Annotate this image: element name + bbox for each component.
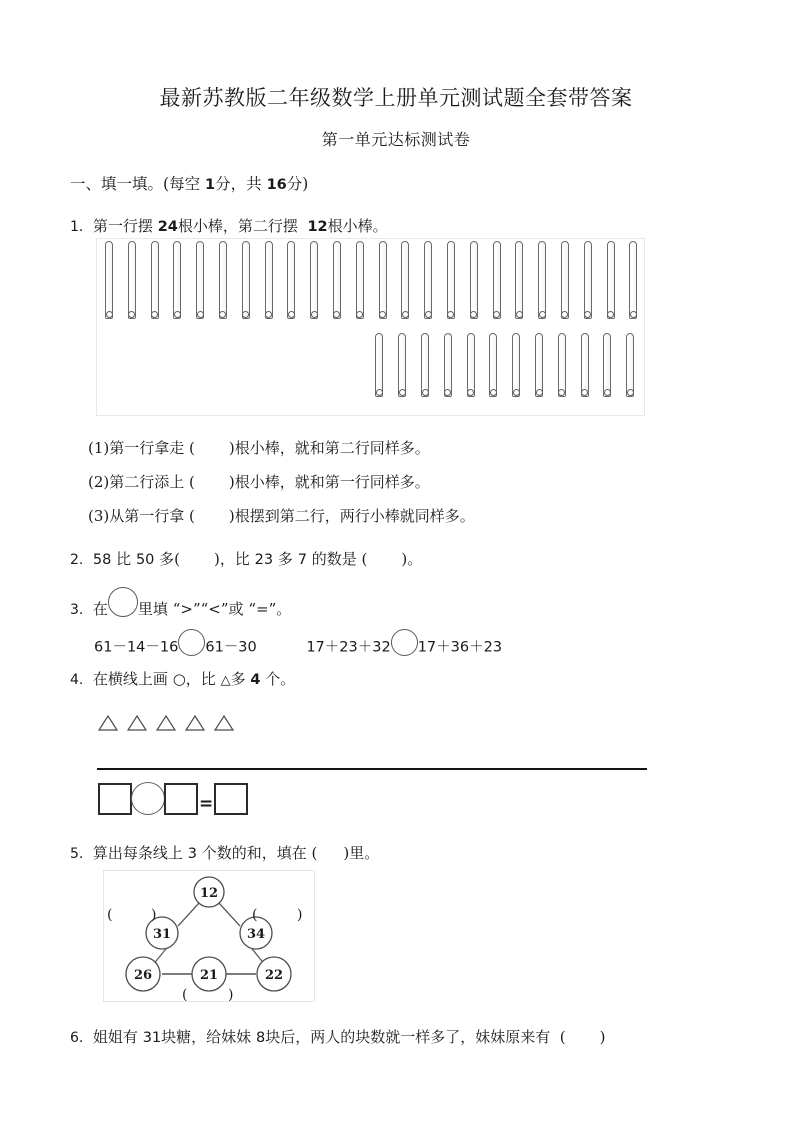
q3-expr1-left: 61－14－16 bbox=[94, 639, 179, 656]
section-scoring-prefix: (每空 bbox=[163, 175, 201, 193]
stick-foot bbox=[539, 311, 546, 318]
question-3-number: 3. bbox=[70, 602, 84, 618]
stick-body bbox=[629, 241, 637, 319]
answer-circle-2[interactable] bbox=[391, 629, 418, 656]
q6-count-b: 8 bbox=[255, 1030, 266, 1046]
stick-foot bbox=[627, 389, 634, 396]
stick-body bbox=[584, 241, 592, 319]
stick-body bbox=[173, 241, 181, 319]
stick-body bbox=[421, 333, 429, 397]
q3-period: 。 bbox=[276, 600, 292, 618]
stick-foot bbox=[516, 311, 523, 318]
q2-part2-tail: 的数是 ( bbox=[311, 550, 368, 568]
sticks-row-first bbox=[99, 241, 646, 326]
stick-body bbox=[196, 241, 204, 319]
q3-expr2-left: 17＋23＋32 bbox=[306, 639, 391, 656]
stick-item bbox=[213, 241, 236, 326]
question-1-sub-3 bbox=[88, 506, 475, 526]
q1-count-b: 12 bbox=[307, 219, 328, 235]
paren-bottom-close: ) bbox=[228, 987, 234, 1001]
fill-circle-icon[interactable] bbox=[108, 587, 138, 617]
stick-item bbox=[327, 241, 350, 326]
stick-body bbox=[265, 241, 273, 319]
q3-symbol-gt: “>” bbox=[172, 600, 201, 618]
q1-text-c: 根小棒。 bbox=[327, 217, 388, 235]
question-1-stem bbox=[70, 216, 388, 237]
q2-part1-a: 58 bbox=[92, 552, 112, 568]
stick-foot bbox=[422, 389, 429, 396]
stick-body bbox=[424, 241, 432, 319]
equals-sign: = bbox=[199, 794, 214, 814]
stick-item bbox=[438, 333, 461, 401]
stick-item bbox=[167, 241, 190, 326]
q1-sub-3-tail: )根摆到第二行，两行小棒就同样多。 bbox=[228, 507, 475, 525]
stick-item bbox=[415, 333, 438, 401]
stick-body bbox=[447, 241, 455, 319]
stick-item bbox=[395, 241, 418, 326]
paren-right-close: ) bbox=[297, 907, 303, 923]
q6-text-a: 姐姐有 bbox=[92, 1028, 138, 1046]
q3-expr1-right: 61－30 bbox=[205, 639, 257, 656]
q3-or-word: 或 bbox=[228, 600, 244, 618]
q6-paren-close: ) bbox=[599, 1028, 606, 1046]
q1-sub-1-label: (1)第一行拿走 ( bbox=[88, 439, 195, 457]
stick-foot bbox=[513, 389, 520, 396]
stick-body bbox=[375, 333, 383, 397]
paren-left-close: ) bbox=[151, 907, 157, 923]
stick-body bbox=[467, 333, 475, 397]
document-subtitle: 第一单元达标测试卷 bbox=[321, 130, 471, 149]
question-4-answer-shapes bbox=[98, 782, 248, 815]
paren-right-open: ( bbox=[252, 907, 258, 923]
question-1-sub-2 bbox=[88, 472, 430, 492]
node-right-mid-value: 34 bbox=[246, 927, 266, 942]
q2-part1-close: )，比 bbox=[214, 550, 250, 568]
stick-foot bbox=[490, 389, 497, 396]
q2-part2-word: 多 bbox=[277, 550, 293, 568]
question-2 bbox=[70, 549, 422, 570]
stick-item bbox=[461, 333, 484, 401]
q3-symbol-eq: “=” bbox=[248, 600, 277, 618]
sticks-diagram bbox=[96, 238, 645, 416]
answer-box-2[interactable] bbox=[164, 783, 198, 815]
q5-text-b: 个数的和，填在 ( bbox=[201, 844, 318, 862]
stick-foot bbox=[376, 389, 383, 396]
answer-circle-1[interactable] bbox=[178, 629, 205, 656]
stick-body bbox=[219, 241, 227, 319]
q4-text-b: ，比 bbox=[185, 670, 216, 688]
q4-text-d: 个。 bbox=[265, 670, 296, 688]
stick-foot bbox=[197, 311, 204, 318]
number-triangle-svg bbox=[104, 871, 314, 1001]
stick-body bbox=[333, 241, 341, 319]
q4-count: 4 bbox=[250, 672, 261, 688]
node-bottom-mid-value: 21 bbox=[199, 968, 219, 983]
stick-item bbox=[350, 241, 373, 326]
document-title: 最新苏教版二年级数学上册单元测试题全套带答案 bbox=[159, 86, 633, 110]
stick-item bbox=[601, 241, 624, 326]
stick-item bbox=[483, 333, 506, 401]
triangle-icon bbox=[214, 714, 236, 732]
stick-item bbox=[304, 241, 327, 326]
edge-top-right bbox=[218, 902, 240, 926]
stick-body bbox=[105, 241, 113, 319]
stick-foot bbox=[425, 311, 432, 318]
stick-foot bbox=[288, 311, 295, 318]
answer-box-1[interactable] bbox=[98, 783, 132, 815]
stick-foot bbox=[630, 311, 637, 318]
question-5-number: 5. bbox=[70, 846, 84, 862]
stick-item bbox=[552, 333, 575, 401]
q3-lead: 在 bbox=[92, 600, 108, 618]
stick-item bbox=[441, 241, 464, 326]
stick-body bbox=[626, 333, 634, 397]
section-total-points: 16 bbox=[266, 177, 287, 193]
stick-foot bbox=[604, 389, 611, 396]
stick-item bbox=[509, 241, 532, 326]
question-5-stem bbox=[70, 843, 379, 864]
stick-body bbox=[470, 241, 478, 319]
section-per-blank-points: 1 bbox=[205, 177, 216, 193]
stick-body bbox=[493, 241, 501, 319]
question-1-number: 1. bbox=[70, 219, 84, 235]
stick-item bbox=[529, 333, 552, 401]
stick-body bbox=[287, 241, 295, 319]
section-heading bbox=[70, 172, 308, 194]
stick-item bbox=[281, 241, 304, 326]
stick-body bbox=[581, 333, 589, 397]
stick-item bbox=[578, 241, 601, 326]
q3-mid: 里填 bbox=[137, 600, 168, 618]
q4-text-c: 多 bbox=[230, 670, 246, 688]
stick-item bbox=[575, 333, 598, 401]
sticks-row-second bbox=[369, 333, 643, 401]
q3-expr2-right: 17＋36＋23 bbox=[417, 639, 503, 656]
stick-body bbox=[538, 241, 546, 319]
q1-sub-1-tail: )根小棒，就和第二行同样多。 bbox=[228, 439, 430, 457]
paren-left-open: ( bbox=[107, 907, 113, 923]
stick-item bbox=[99, 241, 122, 326]
q2-part2-b: 7 bbox=[297, 552, 307, 568]
node-bottom-left-value: 26 bbox=[133, 968, 153, 983]
question-3-stem bbox=[70, 595, 291, 625]
section-unit-b: 分) bbox=[286, 175, 309, 193]
stick-body bbox=[607, 241, 615, 319]
question-4-triangle-row bbox=[98, 712, 243, 732]
question-1-sub-1 bbox=[88, 438, 430, 458]
q6-count-a: 31 bbox=[142, 1030, 162, 1046]
node-top-value: 12 bbox=[199, 886, 219, 901]
stick-item bbox=[145, 241, 168, 326]
q1-sub-2-label: (2)第二行添上 ( bbox=[88, 473, 195, 491]
stick-body bbox=[242, 241, 250, 319]
stick-body bbox=[512, 333, 520, 397]
stick-body bbox=[310, 241, 318, 319]
stick-foot bbox=[493, 311, 500, 318]
number-triangle-diagram bbox=[103, 870, 315, 1002]
q2-part2-close: )。 bbox=[401, 550, 423, 568]
stick-item bbox=[623, 241, 646, 326]
stick-item bbox=[620, 333, 643, 401]
q2-part2-a: 23 bbox=[254, 552, 274, 568]
stick-item bbox=[236, 241, 259, 326]
q6-paren-open: ( bbox=[559, 1028, 566, 1046]
question-6 bbox=[70, 1027, 605, 1048]
question-2-number: 2. bbox=[70, 552, 84, 568]
q6-text-b: 块糖，给妹妹 bbox=[161, 1028, 252, 1046]
q4-text-a: 在横线上画 bbox=[92, 670, 168, 688]
stick-item bbox=[373, 241, 396, 326]
stick-body bbox=[558, 333, 566, 397]
question-3-expressions bbox=[94, 634, 502, 661]
stick-item bbox=[506, 333, 529, 401]
triangle-shape-icon: △ bbox=[220, 673, 231, 688]
triangle-icon bbox=[156, 714, 178, 732]
stick-body bbox=[356, 241, 364, 319]
q5-text-c: )里。 bbox=[343, 844, 380, 862]
paren-bottom-open: ( bbox=[182, 987, 188, 1001]
triangle-icon bbox=[127, 714, 149, 732]
q1-sub-3-label: (3)从第一行拿 ( bbox=[88, 507, 195, 525]
q2-part1-mid: 比 bbox=[116, 550, 132, 568]
section-label: 一、填一填。 bbox=[70, 175, 164, 193]
question-4-stem bbox=[70, 669, 295, 691]
stick-item bbox=[190, 241, 213, 326]
stick-body bbox=[398, 333, 406, 397]
stick-foot bbox=[174, 311, 181, 318]
stick-body bbox=[444, 333, 452, 397]
stick-body bbox=[128, 241, 136, 319]
question-4-number: 4. bbox=[70, 672, 84, 688]
stick-foot bbox=[379, 311, 386, 318]
answer-box-3[interactable] bbox=[214, 783, 248, 815]
stick-foot bbox=[106, 311, 113, 318]
stick-body bbox=[401, 241, 409, 319]
q1-text-b: 根小棒，第二行摆 bbox=[177, 217, 298, 235]
stick-item bbox=[555, 241, 578, 326]
edge-top-left bbox=[178, 902, 200, 926]
stick-body bbox=[535, 333, 543, 397]
stick-foot bbox=[399, 389, 406, 396]
q1-text-a: 第一行摆 bbox=[92, 217, 153, 235]
q1-count-a: 24 bbox=[157, 219, 178, 235]
stick-item bbox=[369, 333, 392, 401]
stick-foot bbox=[311, 311, 318, 318]
q5-count: 3 bbox=[187, 846, 197, 862]
q1-sub-2-tail: )根小棒，就和第一行同样多。 bbox=[228, 473, 430, 491]
stick-item bbox=[532, 241, 555, 326]
q3-symbol-lt: “<” bbox=[200, 600, 229, 618]
stick-body bbox=[379, 241, 387, 319]
stick-body bbox=[603, 333, 611, 397]
stick-item bbox=[122, 241, 145, 326]
question-6-number: 6. bbox=[70, 1030, 84, 1046]
q5-text-a: 算出每条线上 bbox=[92, 844, 183, 862]
stick-body bbox=[489, 333, 497, 397]
stick-item bbox=[487, 241, 510, 326]
stick-body bbox=[151, 241, 159, 319]
stick-foot bbox=[402, 311, 409, 318]
answer-rule-line[interactable] bbox=[97, 768, 647, 770]
stick-item bbox=[597, 333, 620, 401]
section-unit-a: 分，共 bbox=[215, 175, 262, 193]
stick-item bbox=[259, 241, 282, 326]
triangle-icon bbox=[185, 714, 207, 732]
triangle-icon bbox=[98, 714, 120, 732]
node-bottom-right-value: 22 bbox=[264, 968, 284, 983]
node-left-mid-value: 31 bbox=[152, 927, 172, 942]
answer-circle-shape[interactable] bbox=[131, 782, 165, 815]
q2-part1-word: 多( bbox=[159, 550, 181, 568]
stick-item bbox=[392, 333, 415, 401]
stick-item bbox=[418, 241, 441, 326]
q6-text-c: 块后，两人的块数就一样多了，妹妹原来有 bbox=[265, 1028, 551, 1046]
q2-part1-b: 50 bbox=[135, 552, 155, 568]
stick-body bbox=[515, 241, 523, 319]
stick-body bbox=[561, 241, 569, 319]
stick-foot bbox=[607, 311, 614, 318]
stick-item bbox=[464, 241, 487, 326]
circle-shape-icon: ○ bbox=[172, 670, 186, 688]
stick-foot bbox=[536, 389, 543, 396]
